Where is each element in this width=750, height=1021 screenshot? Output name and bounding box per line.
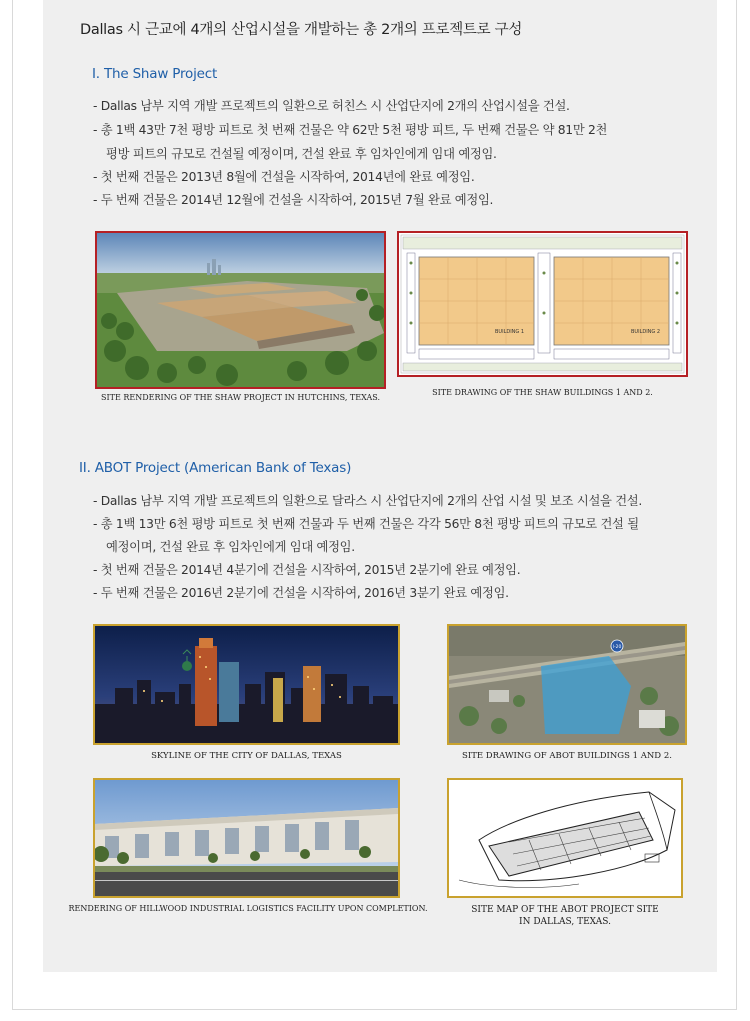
shaw-line-2: - 총 1백 43만 7천 평방 피트로 첫 번째 건물은 약 62만 5천 평방 피트, 두 번째 건물은 약 81만 2천 bbox=[93, 123, 608, 137]
abot-line-3: 예정이며, 건설 완료 후 임차인에게 임대 예정임. bbox=[106, 540, 355, 554]
page-title: Dallas 시 근교에 4개의 산업시설을 개발하는 총 2개의 프로젝트로 구성 bbox=[80, 22, 523, 38]
abot-line-4: - 첫 번째 건물은 2014년 4분기에 건설을 시작하여, 2015년 2분기에 완료 예정임. bbox=[93, 563, 521, 577]
highway-sign: I-20 bbox=[612, 645, 622, 650]
abot-line-2: - 총 1백 13만 6천 평방 피트로 첫 번째 건물과 두 번째 건물은 각각 56만 8천 평방 피트의 규모로 건설 될 bbox=[93, 517, 639, 531]
shaw-rendering-image bbox=[95, 231, 386, 389]
abot-heading: II. ABOT Project (American Bank of Texas) bbox=[79, 460, 352, 476]
shaw-line-1: - Dallas 남부 지역 개발 프로젝트의 일환으로 허친스 시 산업단지에 2개의 산업시설을 건설. bbox=[93, 99, 570, 113]
abot-line-5: - 두 번째 건물은 2016년 2분기에 건설을 시작하여, 2016년 3분기 완료 예정임. bbox=[93, 586, 509, 600]
site-map-caption-line-1: SITE MAP OF THE ABOT PROJECT SITE bbox=[471, 905, 659, 915]
abot-line-1: - Dallas 남부 지역 개발 프로젝트의 일환으로 달라스 시 산업단지에 2개의 산업 시설 및 보조 시설을 건설. bbox=[93, 494, 642, 508]
site-map-caption bbox=[447, 904, 683, 928]
dallas-skyline-image bbox=[93, 624, 400, 745]
skyline-caption: SKYLINE OF THE CITY OF DALLAS, TEXAS bbox=[151, 751, 342, 761]
site-map-caption-line-2: IN DALLAS, TEXAS. bbox=[519, 917, 611, 927]
shaw-line-4: - 첫 번째 건물은 2013년 8월에 건설을 시작하여, 2014년에 완료 예정임. bbox=[93, 170, 475, 184]
building-1-label: BUILDING 1 bbox=[495, 329, 525, 335]
shaw-site-drawing-image bbox=[397, 231, 688, 377]
abot-site-drawing-image bbox=[447, 624, 687, 745]
hillwood-rendering-image bbox=[93, 778, 400, 898]
shaw-rendering-caption: SITE RENDERING OF THE SHAW PROJECT IN HUTCHINS, TEXAS. bbox=[100, 393, 381, 402]
shaw-line-5: - 두 번째 건물은 2014년 12월에 건설을 시작하여, 2015년 7월 완료 예정임. bbox=[93, 193, 494, 207]
abot-drawing-caption: SITE DRAWING OF ABOT BUILDINGS 1 AND 2. bbox=[462, 751, 672, 761]
hillwood-caption: RENDERING OF HILLWOOD INDUSTRIAL LOGISTICS FACILITY UPON COMPLETION. bbox=[68, 904, 428, 913]
shaw-heading: I. The Shaw Project bbox=[92, 66, 218, 82]
abot-site-map-image bbox=[447, 778, 683, 898]
shaw-line-3: 평방 피트의 규모로 건설될 예정이며, 건설 완료 후 임차인에게 임대 예정임. bbox=[106, 147, 497, 161]
shaw-drawing-caption: SITE DRAWING OF THE SHAW BUILDINGS 1 AND 2. bbox=[432, 388, 653, 397]
building-2-label: BUILDING 2 bbox=[631, 329, 661, 335]
